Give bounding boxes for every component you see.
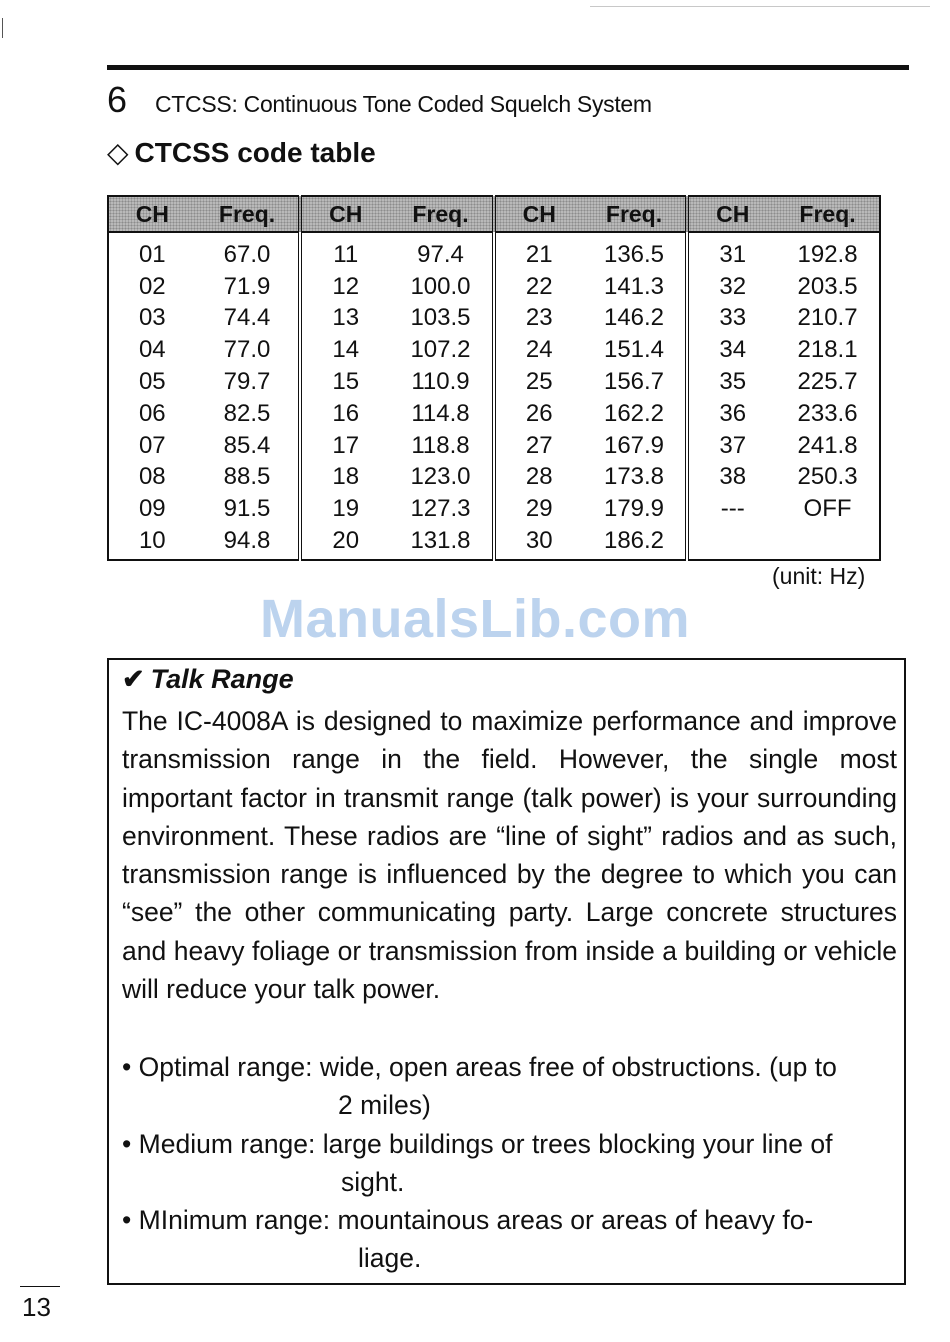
- frequency-cell: 114.8: [389, 398, 494, 430]
- frequency-cell: OFF: [803, 495, 852, 523]
- channel-cell: 38: [719, 463, 747, 491]
- watermark: ManualsLib.com: [259, 589, 691, 649]
- frequency-cell: 88.5: [196, 462, 301, 494]
- range-item-minimum: [122, 1201, 897, 1278]
- ctcss-code-table: [107, 195, 881, 561]
- frequency-cell: 162.2: [583, 398, 688, 430]
- channel-cell: 29: [525, 495, 553, 523]
- range-text-cont: liage.: [358, 1243, 422, 1274]
- header-ch: CH: [108, 196, 196, 232]
- frequency-cell: 225.7: [797, 368, 858, 396]
- frequency-cell: 94.8: [196, 525, 301, 560]
- channel-cell: 35: [719, 368, 747, 396]
- frequency-cell: 67.0: [196, 232, 301, 271]
- channel-cell: 16: [332, 399, 360, 427]
- channel-cell: 10: [138, 527, 166, 555]
- frequency-cell: 136.5: [583, 232, 688, 271]
- frequency-cell: 123.0: [389, 462, 494, 494]
- frequency-cell: 233.6: [797, 399, 858, 427]
- frequency-cell: 82.5: [196, 398, 301, 430]
- header-ch: CH: [494, 196, 583, 232]
- section-title-text: CTCSS code table: [134, 137, 376, 168]
- range-label: • Optimal range:: [122, 1052, 313, 1082]
- channel-cell: 20: [332, 527, 360, 555]
- chapter-number: 6: [107, 79, 128, 120]
- header-freq: Freq.: [776, 196, 880, 232]
- table-row: [108, 493, 880, 525]
- channel-cell: 26: [525, 399, 553, 427]
- frequency-cell: 146.2: [583, 303, 688, 335]
- table-header-row: [108, 196, 880, 232]
- frequency-cell: 186.2: [583, 525, 688, 560]
- top-rule: [590, 6, 930, 7]
- table-row: [108, 303, 880, 335]
- channel-cell: 15: [332, 368, 360, 396]
- channel-cell: 02: [138, 272, 166, 300]
- frequency-cell: 79.7: [196, 366, 301, 398]
- frequency-cell: 107.2: [389, 334, 494, 366]
- channel-cell: 22: [525, 272, 553, 300]
- section-title: [107, 136, 376, 170]
- channel-cell: 28: [525, 463, 553, 491]
- channel-cell: [687, 525, 776, 560]
- frequency-cell: 103.5: [389, 303, 494, 335]
- page-number: 13: [22, 1292, 51, 1322]
- table-row: [108, 462, 880, 494]
- frequency-cell: 100.0: [389, 271, 494, 303]
- chapter-title: CTCSS: Continuous Tone Coded Squelch System: [155, 91, 652, 117]
- channel-cell: 19: [332, 495, 360, 523]
- range-item-medium: [122, 1125, 897, 1202]
- table-row: [108, 232, 880, 271]
- channel-cell: 17: [332, 431, 360, 459]
- frequency-cell: 210.7: [797, 304, 858, 332]
- channel-cell: 34: [719, 336, 747, 364]
- header-ch: CH: [300, 196, 389, 232]
- channel-cell: 04: [138, 336, 166, 364]
- range-text: wide, open areas free of obstructions. (up to: [312, 1052, 837, 1082]
- frequency-cell: 173.8: [583, 462, 688, 494]
- margin-mark: [2, 18, 3, 38]
- header-ch: CH: [687, 196, 776, 232]
- range-text-cont: 2 miles): [338, 1090, 431, 1121]
- channel-cell: 30: [525, 527, 553, 555]
- channel-cell: 03: [138, 304, 166, 332]
- table-row: [108, 430, 880, 462]
- channel-cell: 36: [719, 399, 747, 427]
- frequency-cell: 118.8: [389, 430, 494, 462]
- channel-cell: 07: [138, 431, 166, 459]
- range-label: • MInimum range:: [122, 1205, 331, 1236]
- range-text: large buildings or trees blocking your line of: [315, 1128, 833, 1159]
- frequency-cell: 74.4: [196, 303, 301, 335]
- channel-cell: 37: [719, 431, 747, 459]
- frequency-cell: 167.9: [583, 430, 688, 462]
- frequency-cell: 110.9: [389, 366, 494, 398]
- frequency-cell: 192.8: [797, 240, 858, 268]
- table-row: [108, 334, 880, 366]
- frequency-cell: 156.7: [583, 366, 688, 398]
- table-row: [108, 271, 880, 303]
- channel-cell: 27: [525, 431, 553, 459]
- channel-cell: 12: [332, 272, 360, 300]
- frequency-cell: 241.8: [797, 431, 858, 459]
- channel-cell: 18: [332, 463, 360, 491]
- talk-range-title: [122, 664, 294, 695]
- channel-cell: 33: [719, 304, 747, 332]
- channel-cell: 23: [525, 304, 553, 332]
- channel-cell: 06: [138, 399, 166, 427]
- channel-cell: 01: [138, 240, 166, 268]
- table-row: [108, 398, 880, 430]
- frequency-cell: 141.3: [583, 271, 688, 303]
- header-rule: [107, 65, 909, 70]
- talk-range-title-text: Talk Range: [150, 664, 294, 694]
- page-number-rule: [20, 1286, 60, 1287]
- frequency-cell: 97.4: [389, 232, 494, 271]
- channel-cell: 08: [138, 463, 166, 491]
- frequency-cell: 77.0: [196, 334, 301, 366]
- channel-cell: 21: [525, 240, 553, 268]
- channel-cell: 13: [332, 304, 360, 332]
- frequency-cell: 71.9: [196, 271, 301, 303]
- range-text: mountainous areas or areas of heavy fo-: [330, 1205, 814, 1236]
- talk-range-paragraph: The IC-4008A is designed to maximize performance and improve transmission range in the field. However, the single most important factor in transmit range (talk power) is your surrounding environment. These radios are “line of sight” radios and as such, transmission range is influenced by the degree to which you can “see” the other communicating party. Large concrete structures and heavy foliage or transmission from inside a building or vehicle will reduce your talk power.: [122, 706, 897, 1005]
- range-text-cont: sight.: [341, 1166, 405, 1197]
- diamond-icon: ◇: [107, 137, 129, 168]
- channel-cell: 14: [332, 336, 360, 364]
- unit-note: (unit: Hz): [772, 563, 866, 589]
- frequency-cell: 127.3: [389, 493, 494, 525]
- frequency-cell: 218.1: [797, 336, 858, 364]
- frequency-cell: 91.5: [196, 493, 301, 525]
- table-row: [108, 525, 880, 560]
- channel-cell: 31: [719, 240, 747, 268]
- table-row: [108, 366, 880, 398]
- frequency-cell: 131.8: [389, 525, 494, 560]
- frequency-cell: 203.5: [797, 272, 858, 300]
- frequency-cell: 250.3: [797, 463, 858, 491]
- talk-range-box: [107, 658, 906, 1285]
- frequency-cell: [776, 525, 880, 560]
- range-item-optimal: [122, 1048, 897, 1125]
- channel-cell: 25: [525, 368, 553, 396]
- channel-cell: 32: [719, 272, 747, 300]
- frequency-cell: 179.9: [583, 493, 688, 525]
- header-freq: Freq.: [196, 196, 301, 232]
- channel-cell: 11: [333, 240, 359, 268]
- range-label: • Medium range:: [122, 1128, 316, 1159]
- channel-cell: 05: [138, 368, 166, 396]
- channel-cell: 24: [525, 336, 553, 364]
- channel-cell: ---: [720, 495, 745, 523]
- range-list: [122, 1048, 897, 1278]
- header-freq: Freq.: [389, 196, 494, 232]
- header-freq: Freq.: [583, 196, 688, 232]
- channel-cell: 09: [138, 495, 166, 523]
- check-icon: ✔: [122, 664, 145, 694]
- frequency-cell: 151.4: [583, 334, 688, 366]
- frequency-cell: 85.4: [196, 430, 301, 462]
